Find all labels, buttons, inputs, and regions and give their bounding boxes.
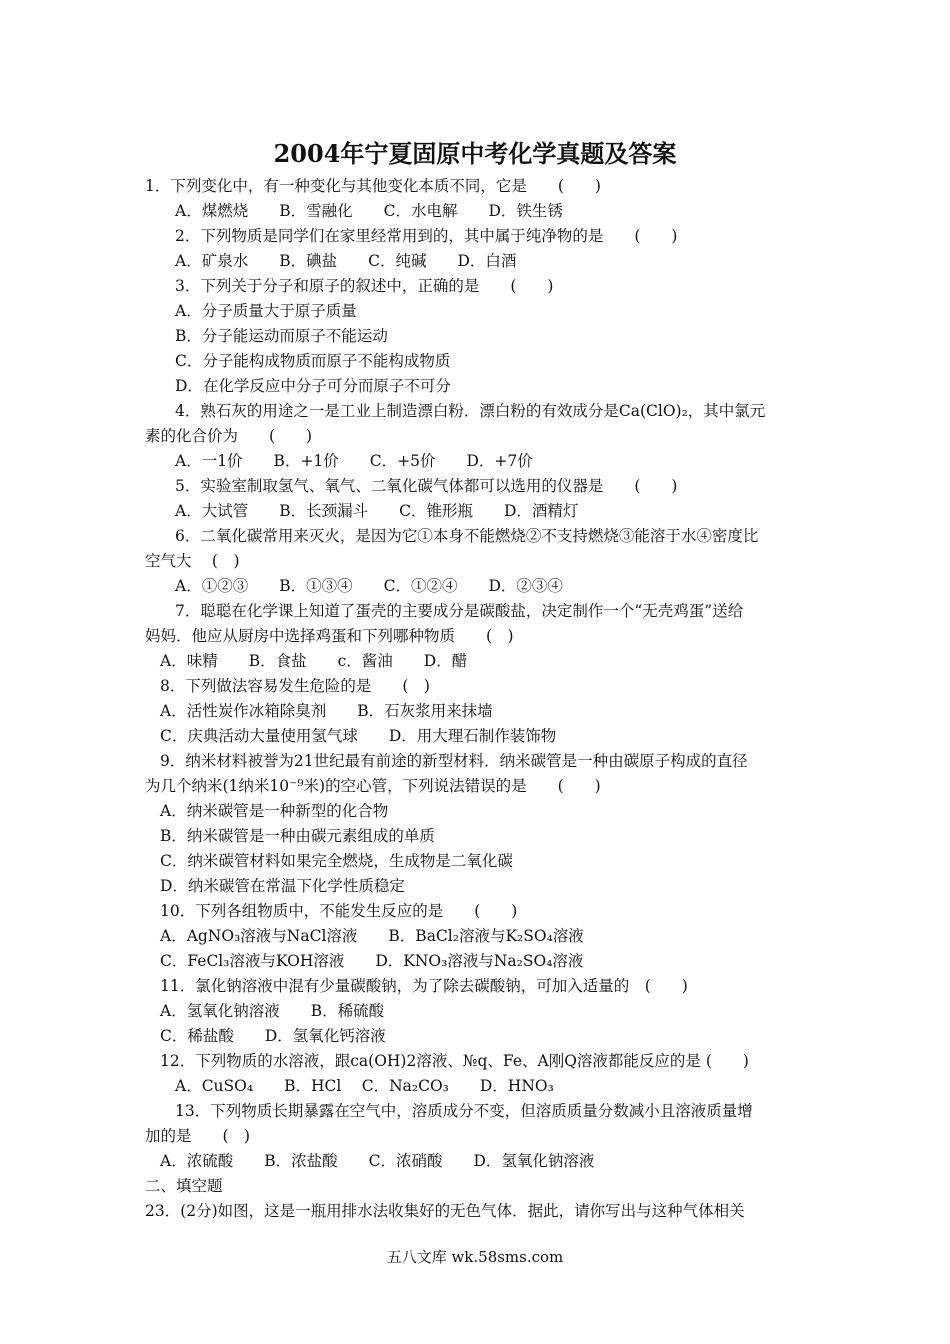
text-line: A．分子质量大于原子质量 [175, 302, 357, 320]
text-line: 为几个纳米(1纳米10⁻⁹米)的空心管，下列说法错误的是 ( ) [145, 777, 601, 795]
text-line: A．纳米碳管是一种新型的化合物 [160, 802, 389, 820]
text-line: C．庆典活动大量使用氢气球 D．用大理石制作装饰物 [160, 727, 557, 745]
text-line: 10．下列各组物质中，不能发生反应的是 ( ) [160, 902, 518, 920]
text-line: A．①②③ B．①③④ C．①②④ D．②③④ [175, 577, 563, 595]
text-line: A．活性炭作冰箱除臭剂 B．石灰浆用来抹墙 [160, 702, 493, 720]
text-line: A．CuSO₄ B．HCl C．Na₂CO₃ D．HNO₃ [175, 1077, 554, 1095]
text-line: D．在化学反应中分子可分而原子不可分 [175, 377, 451, 395]
text-line: A．浓硫酸 B．浓盐酸 C．浓硝酸 D．氢氧化钠溶液 [160, 1152, 595, 1170]
text-line: 2．下列物质是同学们在家里经常用到的，其中属于纯净物的是 ( ) [175, 227, 678, 245]
text-line: 11．氯化钠溶液中混有少量碳酸钠，为了除去碳酸钠，可加入适量的 ( ) [160, 977, 688, 995]
text-line: A．味精 B．食盐 c．酱油 D．醋 [160, 652, 468, 670]
text-line: A．矿泉水 B．碘盐 C．纯碱 D．白酒 [175, 252, 517, 270]
text-line: 7．聪聪在化学课上知道了蛋壳的主要成分是碳酸盐，决定制作一个“无壳鸡蛋”送给 [175, 602, 744, 620]
text-line: A．AgNO₃溶液与NaCl溶液 B．BaCl₂溶液与K₂SO₄溶液 [160, 927, 584, 945]
text-line: C．纳米碳管材料如果完全燃烧，生成物是二氧化碳 [160, 852, 513, 870]
text-line: 13．下列物质长期暴露在空气中，溶质成分不变，但溶质质量分数减小且溶液质量增 [175, 1102, 753, 1120]
footer-watermark: 五八文库 wk.58sms.com [386, 1248, 564, 1266]
text-line: C．稀盐酸 D．氢氧化钙溶液 [160, 1027, 386, 1045]
text-line: B．分子能运动而原子不能运动 [175, 327, 388, 345]
text-line: 素的化合价为 ( ) [145, 427, 313, 445]
text-line: 3．下列关于分子和原子的叙述中，正确的是 ( ) [175, 277, 554, 295]
text-line: 6．二氧化碳常用来灭火，是因为它①本身不能燃烧②不支持燃烧③能溶于水④密度比 [175, 527, 759, 545]
text-line: 5．实验室制取氢气、氧气、二氧化碳气体都可以选用的仪器是 ( ) [175, 477, 678, 495]
text-line: 4．熟石灰的用途之一是工业上制造漂白粉．漂白粉的有效成分是Ca(ClO)₂，其中氯元 [175, 402, 766, 420]
text-line: 12．下列物质的水溶液，跟ca(OH)2溶液、№q、Fe、A刚Q溶液都能反应的是 ( ) [160, 1052, 749, 1070]
page-title: 2004年宁夏固原中考化学真题及答案 [273, 139, 677, 168]
text-line: A．大试管 B．长颈漏斗 C．锥形瓶 D．酒精灯 [175, 502, 579, 520]
text-line: C．FeCl₃溶液与KOH溶液 D．KNO₃溶液与Na₂SO₄溶液 [160, 952, 584, 970]
text-line: 空气大 ( ) [145, 552, 240, 570]
text-line: B．纳米碳管是一种由碳元素组成的单质 [160, 827, 435, 845]
text-line: 二、填空题 [145, 1177, 223, 1195]
text-line: 9．纳米材料被誉为21世纪最有前途的新型材料．纳米碳管是一种由碳原子构成的直径 [160, 752, 748, 770]
text-line: A．氢氧化钠溶液 B．稀硫酸 [160, 1002, 385, 1020]
text-line: 加的是 ( ) [145, 1127, 251, 1145]
text-line: D．纳米碳管在常温下化学性质稳定 [160, 877, 405, 895]
text-line: 8．下列做法容易发生危险的是 ( ) [160, 677, 430, 695]
text-line: A．煤燃烧 B．雪融化 C．水电解 D．铁生锈 [175, 202, 563, 220]
text-line: A．一1价 B．+1价 C．+5价 D．+7价 [175, 452, 533, 470]
text-line: 妈妈．他应从厨房中选择鸡蛋和下列哪种物质 ( ) [145, 627, 514, 645]
text-line: 1．下列变化中，有一种变化与其他变化本质不同，它是 ( ) [145, 177, 601, 195]
text-line: 23．(2分)如图，这是一瓶用排水法收集好的无色气体．据此，请你写出与这种气体相关 [145, 1202, 745, 1220]
text-line: C．分子能构成物质而原子不能构成物质 [175, 352, 451, 370]
